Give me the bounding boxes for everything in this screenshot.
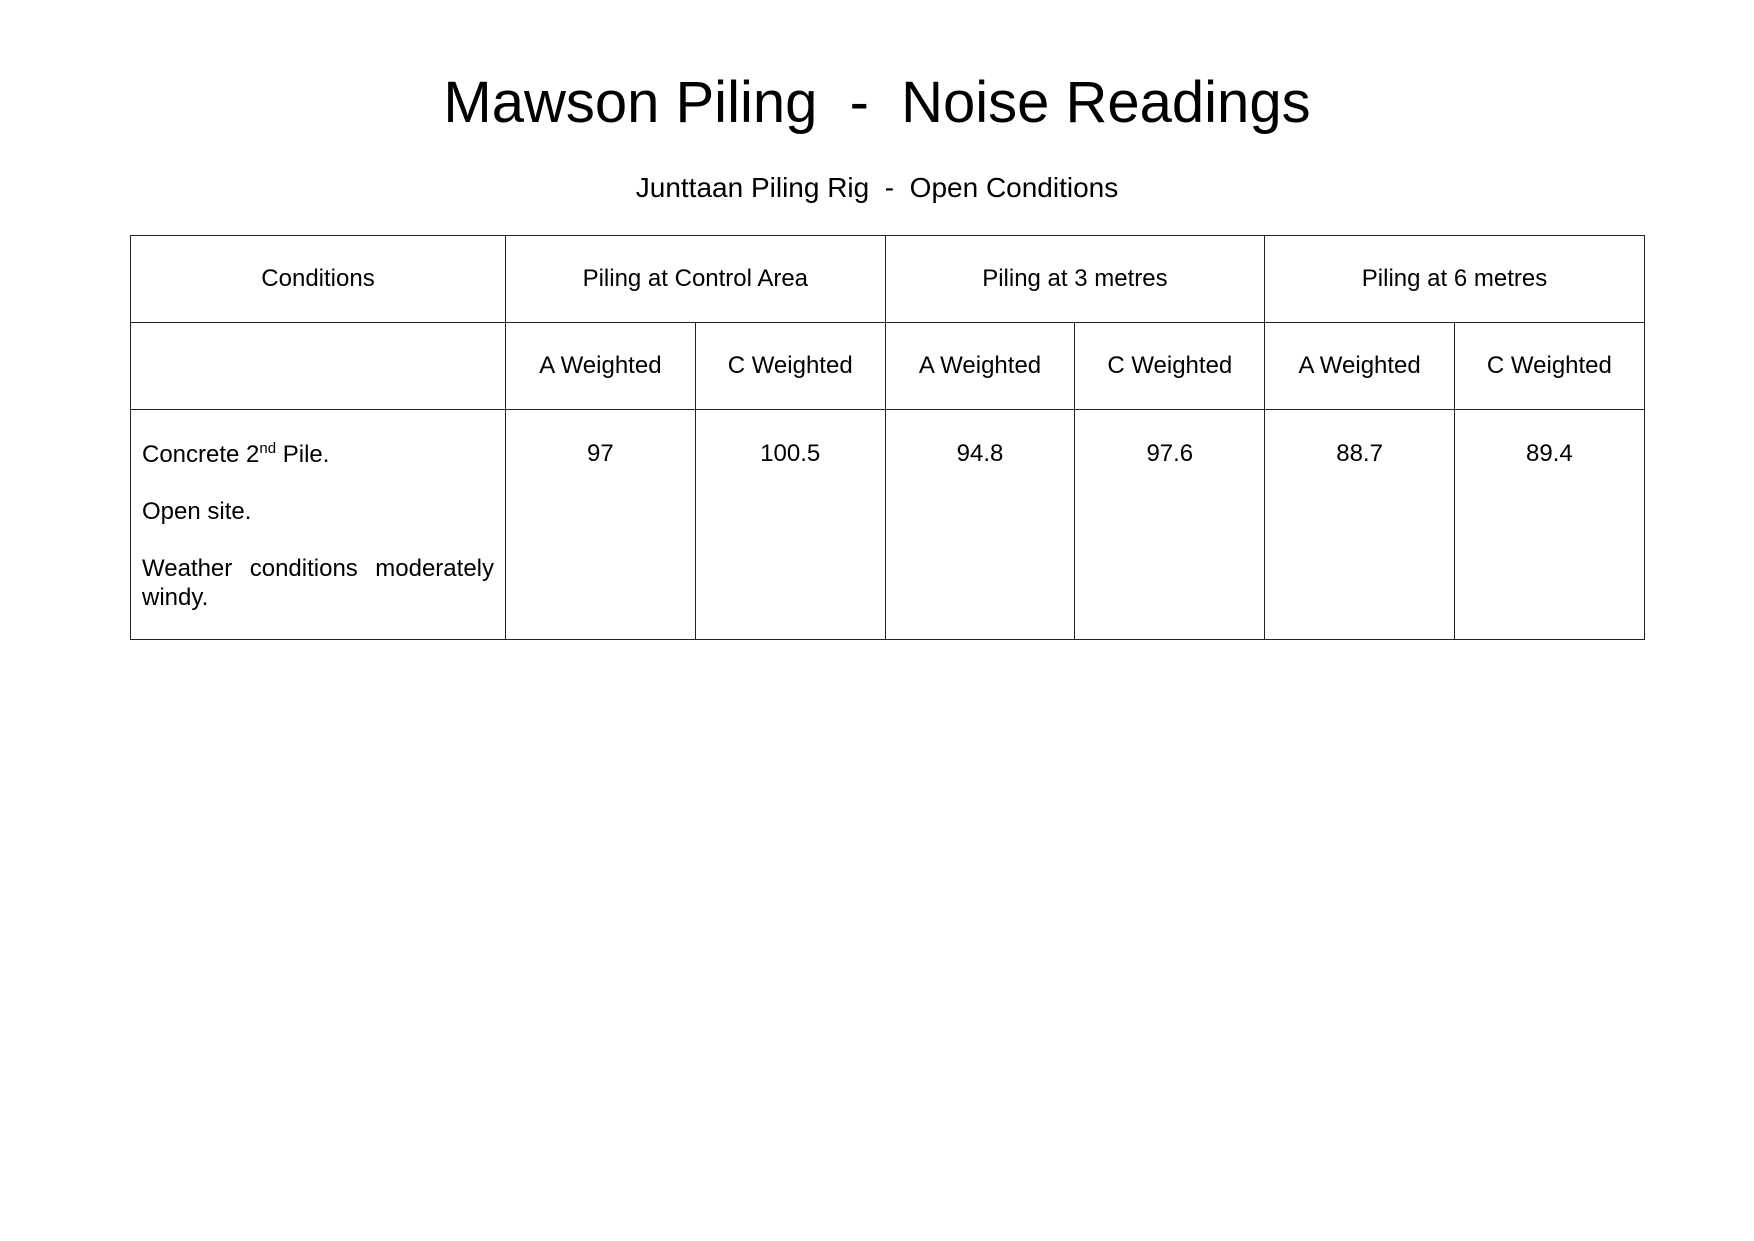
subheader-control-c-weighted: C Weighted <box>695 323 885 410</box>
table-row <box>131 410 1645 640</box>
value-3m-c-weighted: 97.6 <box>1075 410 1265 640</box>
site-description: Open site. <box>142 498 252 525</box>
pile-suffix: Pile. <box>276 441 330 468</box>
value-control-a-weighted: 97 <box>506 410 696 640</box>
subheader-3m-a-weighted: A Weighted <box>885 323 1075 410</box>
subheader-3m-c-weighted: C Weighted <box>1075 323 1265 410</box>
table-subheader-row <box>131 323 1645 410</box>
weather-description: Weather conditions moderately windy. <box>142 555 494 611</box>
subheader-empty-cell <box>131 323 506 410</box>
noise-readings-table <box>130 235 1645 640</box>
pile-ordinal: nd <box>259 440 277 457</box>
conditions-cell <box>131 410 506 640</box>
pile-description <box>142 440 494 469</box>
subheader-control-a-weighted: A Weighted <box>506 323 696 410</box>
table-header-row <box>131 236 1645 323</box>
header-conditions: Conditions <box>131 236 506 323</box>
value-3m-a-weighted: 94.8 <box>885 410 1075 640</box>
value-6m-c-weighted: 89.4 <box>1455 410 1645 640</box>
page-subtitle: Junttaan Piling Rig - Open Conditions <box>635 172 1119 203</box>
value-6m-a-weighted: 88.7 <box>1265 410 1455 640</box>
pile-prefix: Concrete 2 <box>142 441 260 468</box>
header-3-metres: Piling at 3 metres <box>885 236 1265 323</box>
header-6-metres: Piling at 6 metres <box>1265 236 1645 323</box>
subheader-6m-c-weighted: C Weighted <box>1455 323 1645 410</box>
value-control-c-weighted: 100.5 <box>695 410 885 640</box>
subheader-6m-a-weighted: A Weighted <box>1265 323 1455 410</box>
header-control-area: Piling at Control Area <box>506 236 886 323</box>
page-title: Mawson Piling - Noise Readings <box>443 70 1311 135</box>
